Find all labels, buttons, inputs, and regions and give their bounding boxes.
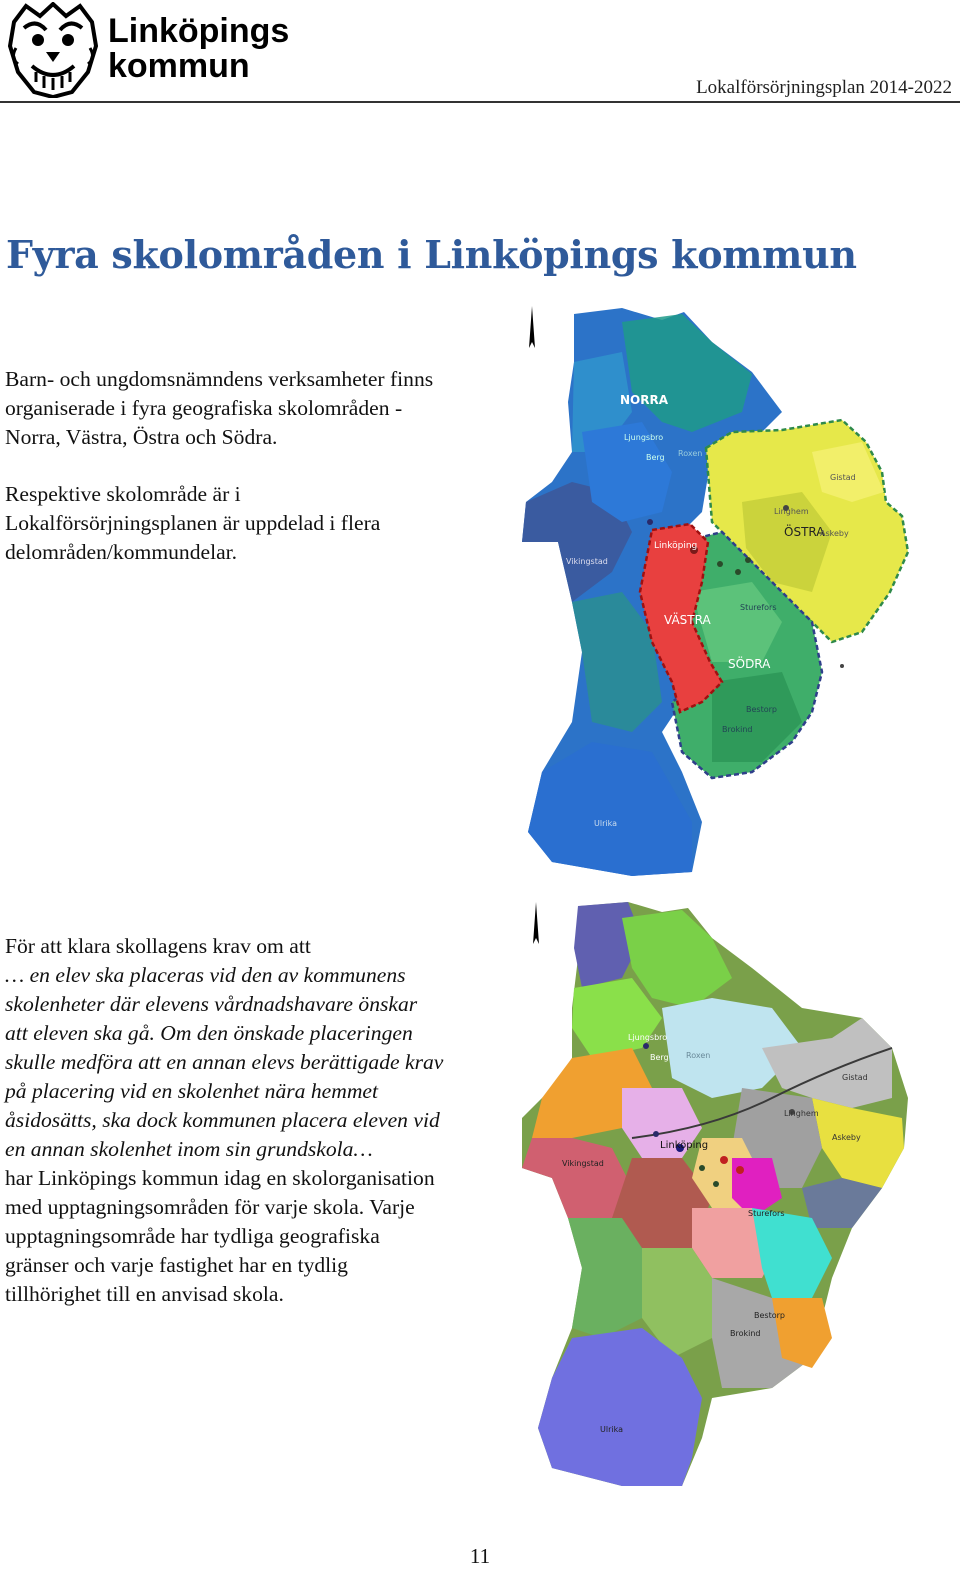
label-vastra: VÄSTRA xyxy=(664,613,711,627)
label-brokind: Brokind xyxy=(722,725,753,734)
rules-lead: För att klara skollagens krav om att xyxy=(5,934,311,958)
label-berg: Berg xyxy=(650,1053,669,1062)
label-linghem: Linghem xyxy=(784,1109,819,1118)
label-askeby: Askeby xyxy=(832,1133,861,1142)
label-sodra: SÖDRA xyxy=(728,657,771,671)
label-bestorp: Bestorp xyxy=(754,1311,785,1320)
label-norra: NORRA xyxy=(620,393,669,407)
page-title: Fyra skolområden i Linköpings kommun xyxy=(6,232,857,277)
label-vikingstad: Vikingstad xyxy=(562,1159,604,1168)
rules-text xyxy=(5,932,445,1309)
intro-paragraph-2: Respektive skolområde är i Lokalförsörjningsplanen är uppdelad i flera delområden/kommundelar. xyxy=(5,482,381,564)
label-ljungsbro: Ljungsbro xyxy=(624,433,664,442)
lion-emblem-icon xyxy=(6,2,100,98)
header-divider xyxy=(0,101,960,103)
catchment-areas-map xyxy=(512,898,924,1490)
logo-line-2: kommun xyxy=(108,47,250,85)
page-number: 11 xyxy=(469,1544,491,1568)
page-header xyxy=(0,0,960,104)
logo-line-1: Linköpings xyxy=(108,12,290,50)
label-sturefors: Sturefors xyxy=(748,1209,785,1218)
rules-conclusion: har Linköpings kommun idag en skolorganisation med upptagningsområden för varje skola. Varje upptagningsområde har tydliga geografiska gränser och varje fastighet har en tydlig tillhörighet till en anvisad skola. xyxy=(5,1166,435,1306)
label-linghem: Linghem xyxy=(774,507,809,516)
intro-paragraph-1: Barn- och ungdomsnämndens verksamheter finns organiserade i fyra geografiska skolområden - Norra, Västra, Östra och Södra. xyxy=(5,367,434,449)
label-ljungsbro: Ljungsbro xyxy=(628,1033,668,1042)
intro-text xyxy=(5,365,445,567)
school-areas-map-graphic xyxy=(512,302,924,880)
label-bestorp: Bestorp xyxy=(746,705,777,714)
school-law-quote: … en elev ska placeras vid den av kommunens skolenheter där elevens vårdnadshavare önskar att eleven ska gå. Om den önskade placeringen skulle medföra att en annan elevs berättigade krav på placering vid en skolenhet nära hemmet åsidosätts, ska dock kommunen placera eleven vid en annan skolenhet inom sin grundskola… xyxy=(5,963,444,1161)
catchment-areas-map-graphic xyxy=(512,898,924,1490)
label-brokind: Brokind xyxy=(730,1329,761,1338)
north-arrow-icon xyxy=(533,902,539,944)
label-gistad: Gistad xyxy=(830,473,856,482)
label-berg: Berg xyxy=(646,453,665,462)
label-askeby: Askeby xyxy=(820,529,849,538)
label-roxen: Roxen xyxy=(686,1051,711,1060)
label-roxen: Roxen xyxy=(678,449,703,458)
north-arrow-icon xyxy=(529,306,535,348)
label-linkoping: Linköping xyxy=(660,1140,709,1151)
label-ulrika: Ulrika xyxy=(600,1425,623,1434)
label-linkoping: Linköping xyxy=(654,541,698,551)
logo-wordmark xyxy=(108,14,289,84)
label-gistad: Gistad xyxy=(842,1073,868,1082)
school-areas-map xyxy=(512,302,924,880)
label-ostra: ÖSTRA xyxy=(784,525,825,539)
plan-title: Lokalförsörjningsplan 2014-2022 xyxy=(696,77,952,98)
label-sturefors: Sturefors xyxy=(740,603,777,612)
label-vikingstad: Vikingstad xyxy=(566,557,608,566)
label-ulrika: Ulrika xyxy=(594,819,617,828)
